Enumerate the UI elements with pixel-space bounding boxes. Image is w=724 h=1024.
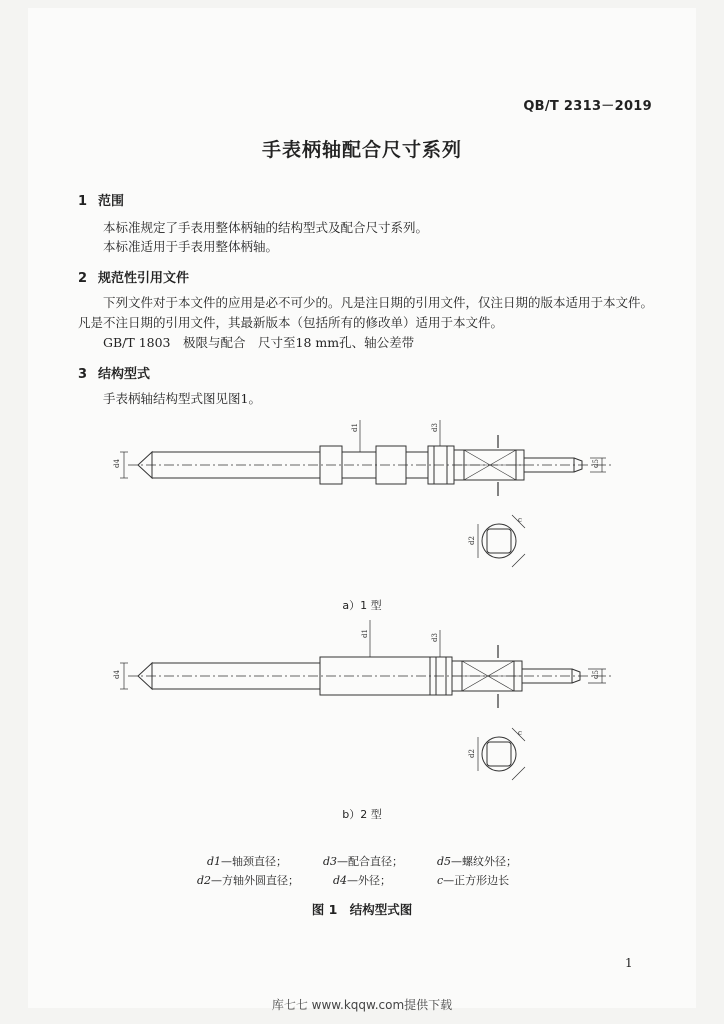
figure-caption-b: b）2 型 <box>342 808 382 821</box>
document-title: 手表柄轴配合尺寸系列 <box>261 139 462 161</box>
legend-d5: d5—螺纹外径； <box>437 855 518 868</box>
legend-d1: d1—轴颈直径； <box>207 855 288 868</box>
svg-text:d1: d1 <box>361 629 369 638</box>
figure-caption-a: a）1 型 <box>342 599 382 612</box>
section-1-heading: 1 范围 <box>78 194 125 209</box>
svg-text:d2: d2 <box>468 536 476 545</box>
section-3-para-1: 手表柄轴结构型式图见图1。 <box>103 391 261 406</box>
svg-text:d5: d5 <box>592 459 600 468</box>
legend-d2: d2—方轴外圆直径； <box>197 874 300 887</box>
svg-text:d4: d4 <box>113 670 121 679</box>
figure-title: 图 1 结构型式图 <box>311 902 413 917</box>
section-1-para-1: 本标准规定了手表用整体柄轴的结构型式及配合尺寸系列。 <box>103 220 429 235</box>
svg-text:d3: d3 <box>431 423 439 432</box>
legend-d4: d4—外径； <box>333 874 392 887</box>
download-footer[interactable]: 库七七 www.kqqw.com提供下载 <box>271 998 453 1012</box>
section-1-para-2: 本标准适用于手表用整体柄轴。 <box>103 239 279 254</box>
svg-text:d4: d4 <box>113 459 121 468</box>
svg-text:d5: d5 <box>592 670 600 679</box>
svg-text:c: c <box>518 729 522 737</box>
legend-c: c—正方形边长 <box>437 874 510 887</box>
legend-d3: d3—配合直径； <box>323 855 404 868</box>
section-2-para-1: 下列文件对于本文件的应用是必不可少的。凡是注日期的引用文件，仅注日期的版本适用于本文件。凡是不注日期的引用文件，其最新版本（包括所有的修改单）适用于本文件。 <box>78 295 654 330</box>
svg-text:d1: d1 <box>351 423 359 432</box>
standard-number: QB/T 2313－2019 <box>523 99 652 114</box>
section-3-heading: 3 结构型式 <box>78 367 151 382</box>
page-number: 1 <box>625 956 633 970</box>
section-2-heading: 2 规范性引用文件 <box>78 271 190 286</box>
svg-text:d2: d2 <box>468 749 476 758</box>
section-2-para-2: GB/T 1803 极限与配合 尺寸至18 mm孔、轴公差带 <box>103 335 415 350</box>
svg-text:c: c <box>518 516 522 524</box>
svg-text:d3: d3 <box>431 633 439 642</box>
